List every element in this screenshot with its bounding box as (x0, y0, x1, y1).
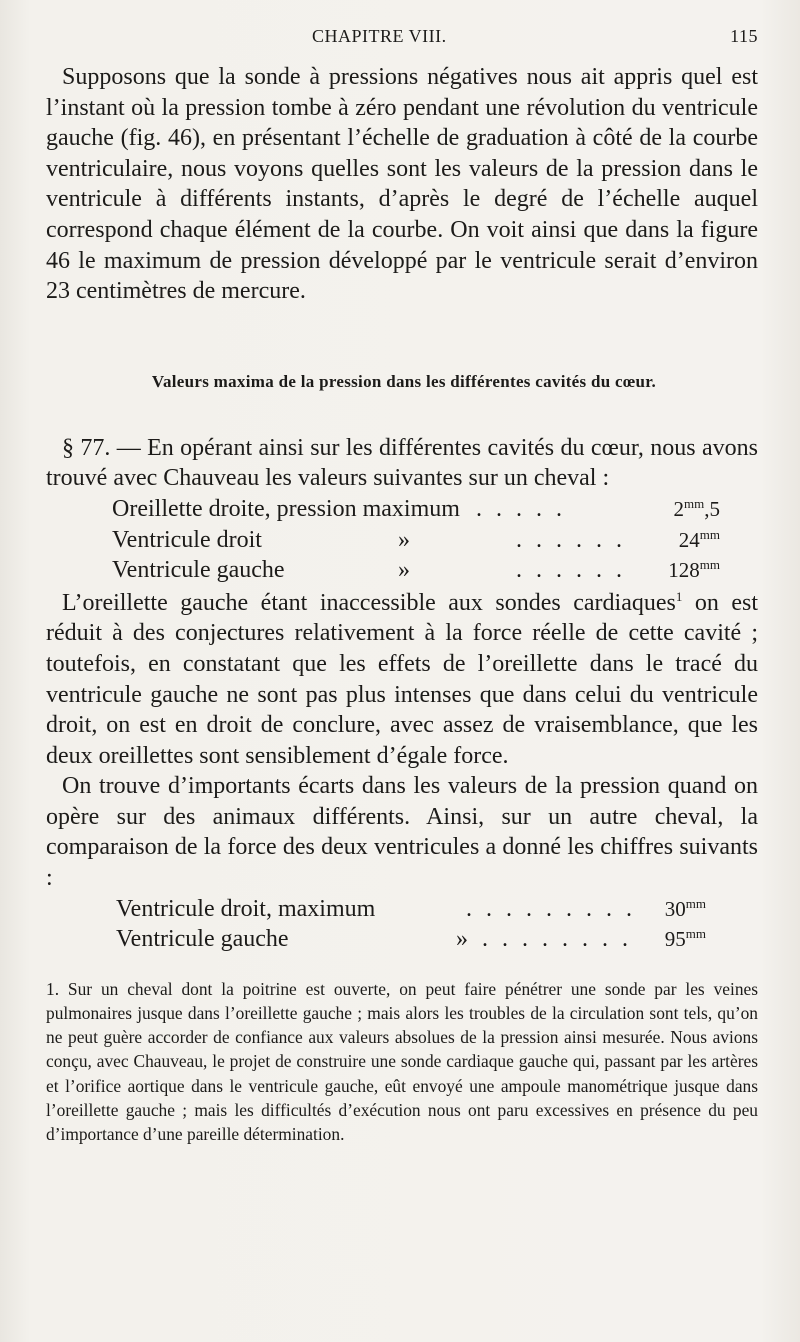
values-value: $30^{mm}$ (664, 895, 706, 921)
running-head (46, 0, 758, 56)
ditto-mark: » (398, 557, 410, 584)
values-label: Ventricule gauche (112, 557, 285, 584)
values-label: Ventricule gauche (116, 926, 289, 953)
leader-dots: . . . . . . (516, 526, 626, 553)
footnote-ref: 1 (675, 588, 683, 604)
values-list-2 (46, 894, 758, 955)
values-value: $95^{mm}$ (664, 926, 706, 952)
ditto-mark: » (398, 526, 410, 553)
values-value: $24^{mm}$ (678, 526, 720, 552)
values-value: $128^{mm}$ (668, 557, 720, 583)
values-row (46, 494, 758, 525)
leader-dots: . . . . . . . . . (466, 895, 636, 922)
paragraph-4: On trouve d’importants écarts dans les valeurs de la pression quand on opère sur des animaux différents. Ainsi, sur un autre cheval, la comparaison de la force des deux ventricules a donné les chiffres suivants : (46, 773, 758, 892)
values-list-1 (46, 494, 758, 586)
chapter-title: CHAPITRE VIII. (312, 26, 447, 46)
paragraph-3: L’oreillette gauche étant inaccessible aux sondes cardiaques$^1$ on est réduit à des conjectures relativement à la force réelle de cette cavité ; toutefois, en constatant que les effets de l’oreillette dans le tracé du ventricule gauche ne sont pas plus intenses que dans celui du ventricule droit, on est en droit de conclure, avec assez de vraisemblance, que les deux oreillettes sont sensiblement d’égale force. (46, 588, 758, 769)
values-value: $2^{mm},5$ (673, 495, 720, 521)
footnote: 1. Sur un cheval dont la poitrine est ouverte, on peut faire pénétrer une sonde par les veines pulmonaires jusque dans l’oreillette gauche ; mais alors les troubles de la circulation sont tels, qu’on ne peut guère accorder de confiance aux valeurs absolues de la pression ainsi mesurée. Nous avions conçu, avec Chauveau, le projet de construire une sonde cardiaque gauche qui, passant par les artères et l’orifice aortique dans le ventricule gauche, eût envoyé une ampoule manométrique jusque dans l’oreillette gauche ; mais les difficultés d’exécution nous ont paru excessives en présence du peu d’importance d’une pareille détermination. (46, 978, 758, 1145)
values-label: Ventricule droit, maximum (116, 895, 376, 922)
leader-dots: . . . . . . (516, 557, 626, 584)
body-text (46, 62, 758, 955)
values-row (46, 924, 758, 955)
page-number: 115 (730, 26, 758, 46)
values-label: Oreillette droite, pression maximum (112, 495, 460, 522)
values-row (46, 525, 758, 556)
paragraph-2: § 77. — En opérant ainsi sur les différentes cavités du cœur, nous avons trouvé avec Chauveau les valeurs suivantes sur un cheval : (46, 434, 758, 492)
section-heading: Valeurs maxima de la pression dans les différentes cavités du cœur. (151, 371, 657, 391)
values-row (46, 555, 758, 586)
leader-dots: » . . . . . . . . (456, 926, 632, 953)
values-row (46, 894, 758, 925)
values-label: Ventricule droit (112, 526, 262, 553)
leader-dots: . . . . . (476, 495, 566, 522)
paragraph-1: Supposons que la sonde à pressions négatives nous ait appris quel est l’instant où la pression tombe à zéro pendant une révolution du ventricule gauche (fig. 46), en présentant l’échelle de graduation à côté de la courbe ventriculaire, nous voyons quelles sont les valeurs de la pression dans le ventricule à différents instants, d’après le degré de l’échelle auquel correspond chaque élément de la courbe. On voit ainsi que dans la figure 46 le maximum de pression développé par le ventricule serait d’environ 23 centimètres de mercure. (46, 64, 758, 305)
